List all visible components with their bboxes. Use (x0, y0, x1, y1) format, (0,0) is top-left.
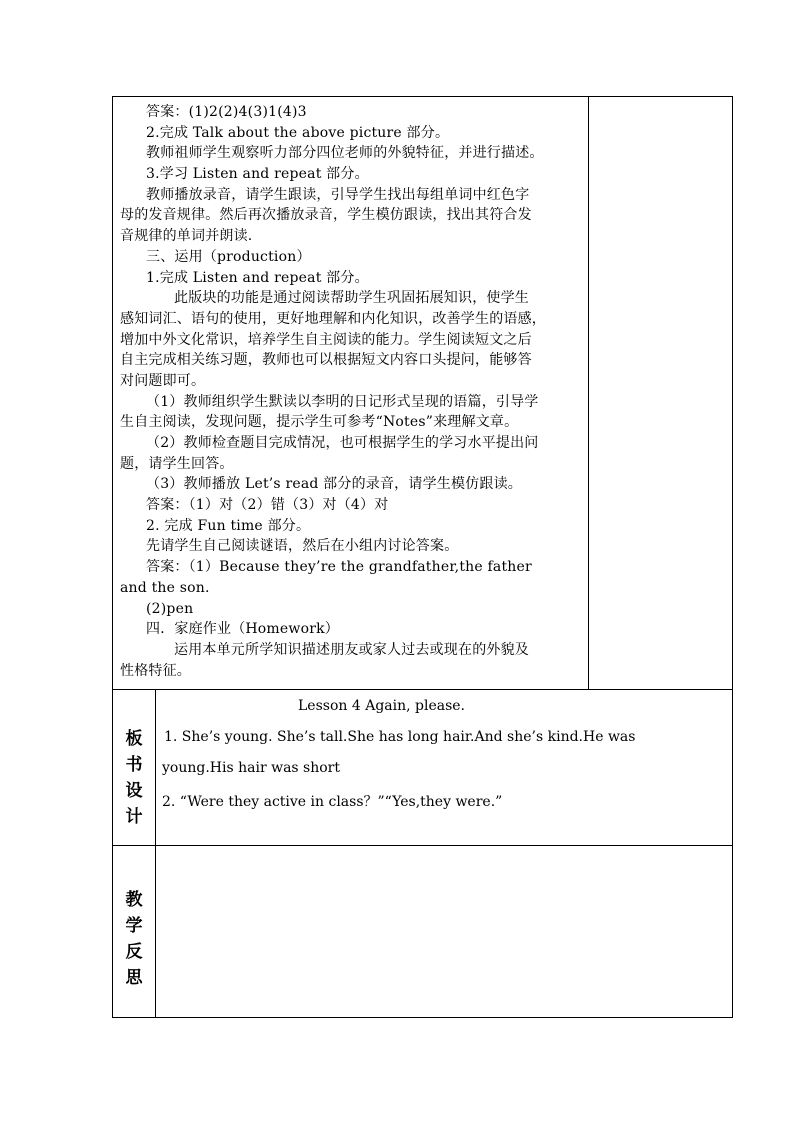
procedure-line: 教师祖师学生观察听力部分四位老师的外貌特征，并进行描述。 (146, 145, 544, 162)
label-char: 教 (125, 890, 143, 910)
procedure-line: 3.学习 Listen and repeat 部分。 (146, 166, 369, 183)
procedure-line: （2）教师检查题目完成情况，也可根据学生的学习水平提出问 (146, 435, 539, 451)
board-line-1: 1. She’s young. She’s tall.She has long hair.And she’s kind.He was (164, 729, 636, 745)
teaching-procedure (120, 102, 586, 681)
reflection-label (119, 887, 149, 991)
procedure-line: 感知词汇、语句的使用，更好地理解和内化知识，改善学生的语感， (120, 310, 546, 327)
board-line-1-cont: young.His hair was short (162, 760, 341, 776)
procedure-line: 三、运用（production） (146, 248, 311, 265)
procedure-line: 答案：(1)2(2)4(3)1(4)3 (146, 104, 307, 120)
procedure-line: 教师播放录音，请学生跟读，引导学生找出每组单词中红色字 (146, 186, 530, 203)
procedure-line: (2)pen (146, 600, 194, 617)
procedure-line: 1.完成 Listen and repeat 部分。 (146, 269, 369, 286)
procedure-line: 四．家庭作业（Homework） (146, 621, 339, 638)
procedure-line: 对问题即可。 (120, 372, 206, 389)
label-char: 思 (125, 968, 143, 988)
procedure-line: 母的发音规律。然后再次播放录音，学生模仿跟读，找出其符合发 (120, 207, 532, 224)
procedure-line: 2. 完成 Fun time 部分。 (146, 517, 311, 534)
procedure-line: and the son. (120, 579, 210, 596)
board-title: Lesson 4 Again, please. (298, 698, 466, 714)
board-design-label (119, 726, 149, 830)
procedure-line: 此版块的功能是通过阅读帮助学生巩固拓展知识，使学生 (174, 290, 529, 307)
row-divider-1 (112, 689, 733, 690)
procedure-line: 先请学生自己阅读谜语，然后在小组内讨论答案。 (146, 538, 459, 555)
procedure-line: 题，请学生回答。 (120, 455, 234, 472)
procedure-line: 答案：（1）对（2）错（3）对（4）对 (146, 497, 389, 514)
label-column-divider (155, 689, 156, 1018)
label-char: 反 (125, 942, 143, 962)
procedure-line: 增加中外文化常识，培养学生自主阅读的能力。学生阅读短文之后 (120, 331, 532, 348)
procedure-line: 生自主阅读，发现问题，提示学生可参考“Notes”来理解文章。 (120, 414, 519, 431)
label-char: 书 (125, 755, 143, 775)
row-divider-2 (112, 845, 733, 846)
label-char: 计 (125, 807, 143, 827)
procedure-line: 运用本单元所学知识描述朋友或家人过去或现在的外貌及 (174, 641, 529, 658)
procedure-line: 性格特征。 (120, 662, 191, 679)
procedure-line: （1）教师组织学生默读以李明的日记形式呈现的语篇，引导学 (146, 393, 539, 410)
top-row-divider (588, 96, 589, 690)
procedure-line: （3）教师播放 Let’s read 部分的录音，请学生模仿跟读。 (146, 476, 522, 493)
procedure-line: 2.完成 Talk about the above picture 部分。 (146, 124, 450, 141)
label-char: 学 (125, 916, 143, 936)
procedure-line: 答案：（1）Because they’re the grandfather,the father (146, 559, 532, 576)
label-char: 设 (125, 781, 143, 801)
procedure-line: 音规律的单词并朗读. (120, 228, 253, 245)
board-line-2: 2. “Were they active in class？”“Yes,they were.” (162, 794, 503, 810)
procedure-line: 自主完成相关练习题，教师也可以根据短文内容口头提问，能够答 (120, 352, 532, 369)
label-char: 板 (125, 729, 143, 749)
